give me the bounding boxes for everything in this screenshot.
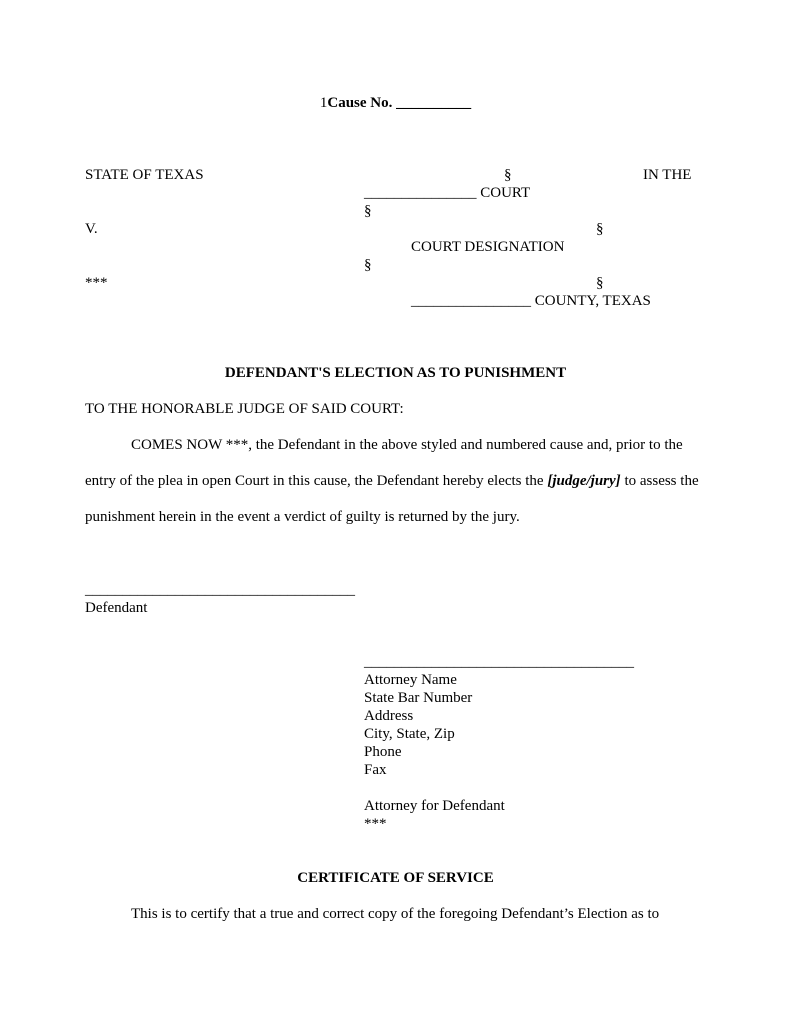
attorney-client-name: ***	[364, 816, 387, 832]
attorney-role: Attorney for Defendant	[364, 798, 505, 814]
defendant-signature-line: ____________________________________	[85, 582, 355, 598]
caption-party-state: STATE OF TEXAS	[85, 167, 204, 183]
attorney-city-state-zip: City, State, Zip	[364, 726, 455, 742]
attorney-name: Attorney Name	[364, 672, 457, 688]
body-text-part2: to assess the punishment herein in the event a verdict of guilty is returned by the jury.	[85, 473, 699, 525]
caption-court-designation: COURT DESIGNATION	[411, 239, 565, 255]
caption-county: ________________ COUNTY, TEXAS	[411, 293, 651, 309]
attorney-fax: Fax	[364, 762, 387, 778]
certificate-title: CERTIFICATE OF SERVICE	[297, 870, 494, 886]
attorney-address: Address	[364, 708, 414, 724]
defendant-signature-label: Defendant	[85, 600, 148, 616]
section-mark: §	[596, 275, 604, 291]
salutation: TO THE HONORABLE JUDGE OF SAID COURT:	[85, 401, 404, 417]
caption-defendant-name: ***	[85, 275, 108, 291]
attorney-phone: Phone	[364, 744, 402, 760]
section-mark: §	[364, 257, 372, 273]
body-emphasis: [judge/jury]	[547, 473, 621, 489]
cause-number-header	[0, 94, 791, 112]
attorney-signature-line: ____________________________________	[364, 654, 634, 670]
caption-court-in-the: IN THE	[643, 167, 692, 183]
caption-versus: V.	[85, 221, 98, 237]
footnote-ref: 1	[319, 95, 328, 111]
attorney-bar-number: State Bar Number	[364, 690, 473, 706]
section-mark: §	[364, 203, 372, 219]
cause-number-label: Cause No. __________	[327, 95, 472, 111]
certificate-text: This is to certify that a true and correct copy of the foregoing Defendant’s Election as to	[131, 906, 660, 922]
body-paragraph	[85, 427, 705, 535]
caption-court-blank: _______________ COURT	[364, 185, 531, 201]
section-mark: §	[504, 167, 512, 183]
document-title: DEFENDANT'S ELECTION AS TO PUNISHMENT	[224, 365, 567, 381]
body-text-part1: COMES NOW ***, the Defendant in the above styled and numbered cause and, prior to the entry of the plea in open Court in this cause, the Defendant hereby elects the	[85, 437, 683, 489]
section-mark: §	[596, 221, 604, 237]
